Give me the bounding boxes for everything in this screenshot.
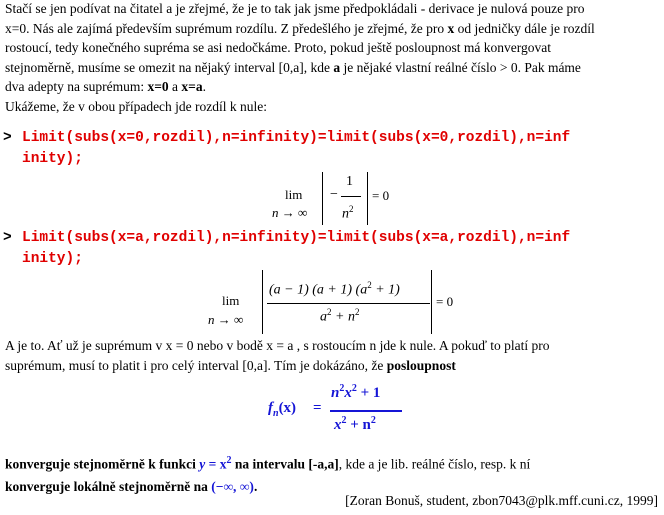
abs-bar-left-2	[262, 270, 263, 334]
formula-denominator: $x^2 + n^2$	[334, 415, 376, 433]
intro-line-3: rostoucí, tedy konečného suprémа se asi nedočkáme. Proto, pokud ještě posloupnost má konvergovat	[5, 40, 552, 56]
output-1-numerator: 1	[346, 174, 353, 189]
input-command-1[interactable]	[0, 127, 660, 171]
conclusion-line-2: suprémum, musí to platit i pro celý interval [0,a]. Tím je dokázáno, že posloupnost	[5, 357, 456, 373]
signature: [Zoran Bonuš, student, zbon7043@plk.mff.cuni.cz, 1999]	[345, 493, 658, 508]
fraction-bar-1	[341, 196, 361, 197]
output-2-denominator: $a^2 + n^2$	[320, 307, 360, 325]
abs-bar-left-1	[322, 172, 323, 225]
prompt-2: >	[3, 230, 12, 246]
intro-line-4: stejnoměrně, musíme se omezit na nějaký interval [0,a], kde a je nějaké vlastní reálné číslo > 0. Pak máme	[5, 59, 581, 75]
conclusion-line-1: A je to. Ať už je suprémum v x = 0 nebo v bodě x = a , s rostoucím n jde k nule. A pokuď to platí pro	[5, 338, 550, 353]
fraction-bar-2	[267, 303, 430, 304]
output-2-numerator: (a − 1) (a + 1) $(a^2 + 1)$	[269, 280, 400, 298]
output-1-minus: −	[330, 187, 338, 202]
formula-f: $f_n(x)$	[268, 400, 297, 419]
command-1-line-2: inity);	[22, 151, 83, 167]
intro-line-2: x=0. Nás ale zajímá především suprémum rozdílu. Z předešlého je zřejmé, že pro x od jedničky dále je rozdíl	[5, 20, 595, 36]
intro-line-1: Stačí se jen podívat na čitatel a je zřejmé, že je to tak jak jsme předpokládali - derivace je nulová pouze pro	[5, 1, 585, 16]
command-2-line-1: Limit(subs(x=a,rozdil),n=infinity)=limit(subs(x=a,rozdil),n=inf	[22, 230, 571, 246]
output-2-result: = 0	[436, 294, 454, 309]
output-1-limit-subscript: n → ∞	[272, 205, 308, 220]
intro-line-6: Ukážeme, že v obou případech jde rozdíl k nule:	[5, 98, 268, 114]
formula-numerator: $n^2x^2 + 1$	[331, 383, 381, 401]
final-line-1: konverguje stejnoměrně k funkci $y = x^2$ na intervalu [-a,a], kde a je lib. reálné číslo, resp. k ní	[5, 455, 531, 472]
intro-paragraph	[5, 0, 659, 117]
output-2-lim: lim	[222, 293, 240, 308]
abs-bar-right-2	[431, 270, 432, 334]
command-1-line-1: Limit(subs(x=0,rozdil),n=infinity)=limit(subs(x=0,rozdil),n=inf	[22, 130, 571, 146]
conclusion-paragraph	[5, 336, 659, 375]
output-1-lim: lim	[285, 187, 303, 202]
final-line-2: konverguje lokálně stejnoměrně na (−∞, ∞).	[5, 478, 258, 494]
final-paragraph	[5, 450, 659, 498]
formula-fraction-bar	[330, 410, 402, 412]
output-1-denominator: $n^2$	[342, 204, 354, 222]
abs-bar-right-1	[367, 172, 368, 225]
command-2-line-2: inity);	[22, 251, 83, 267]
input-command-2[interactable]	[0, 227, 660, 271]
intro-line-5: dva adepty na suprémum: x=0 a x=a.	[5, 79, 206, 95]
prompt-1: >	[3, 130, 12, 146]
output-2-limit-subscript: n → ∞	[208, 312, 244, 327]
output-1-result: = 0	[372, 188, 390, 203]
formula-equals: =	[313, 400, 322, 416]
